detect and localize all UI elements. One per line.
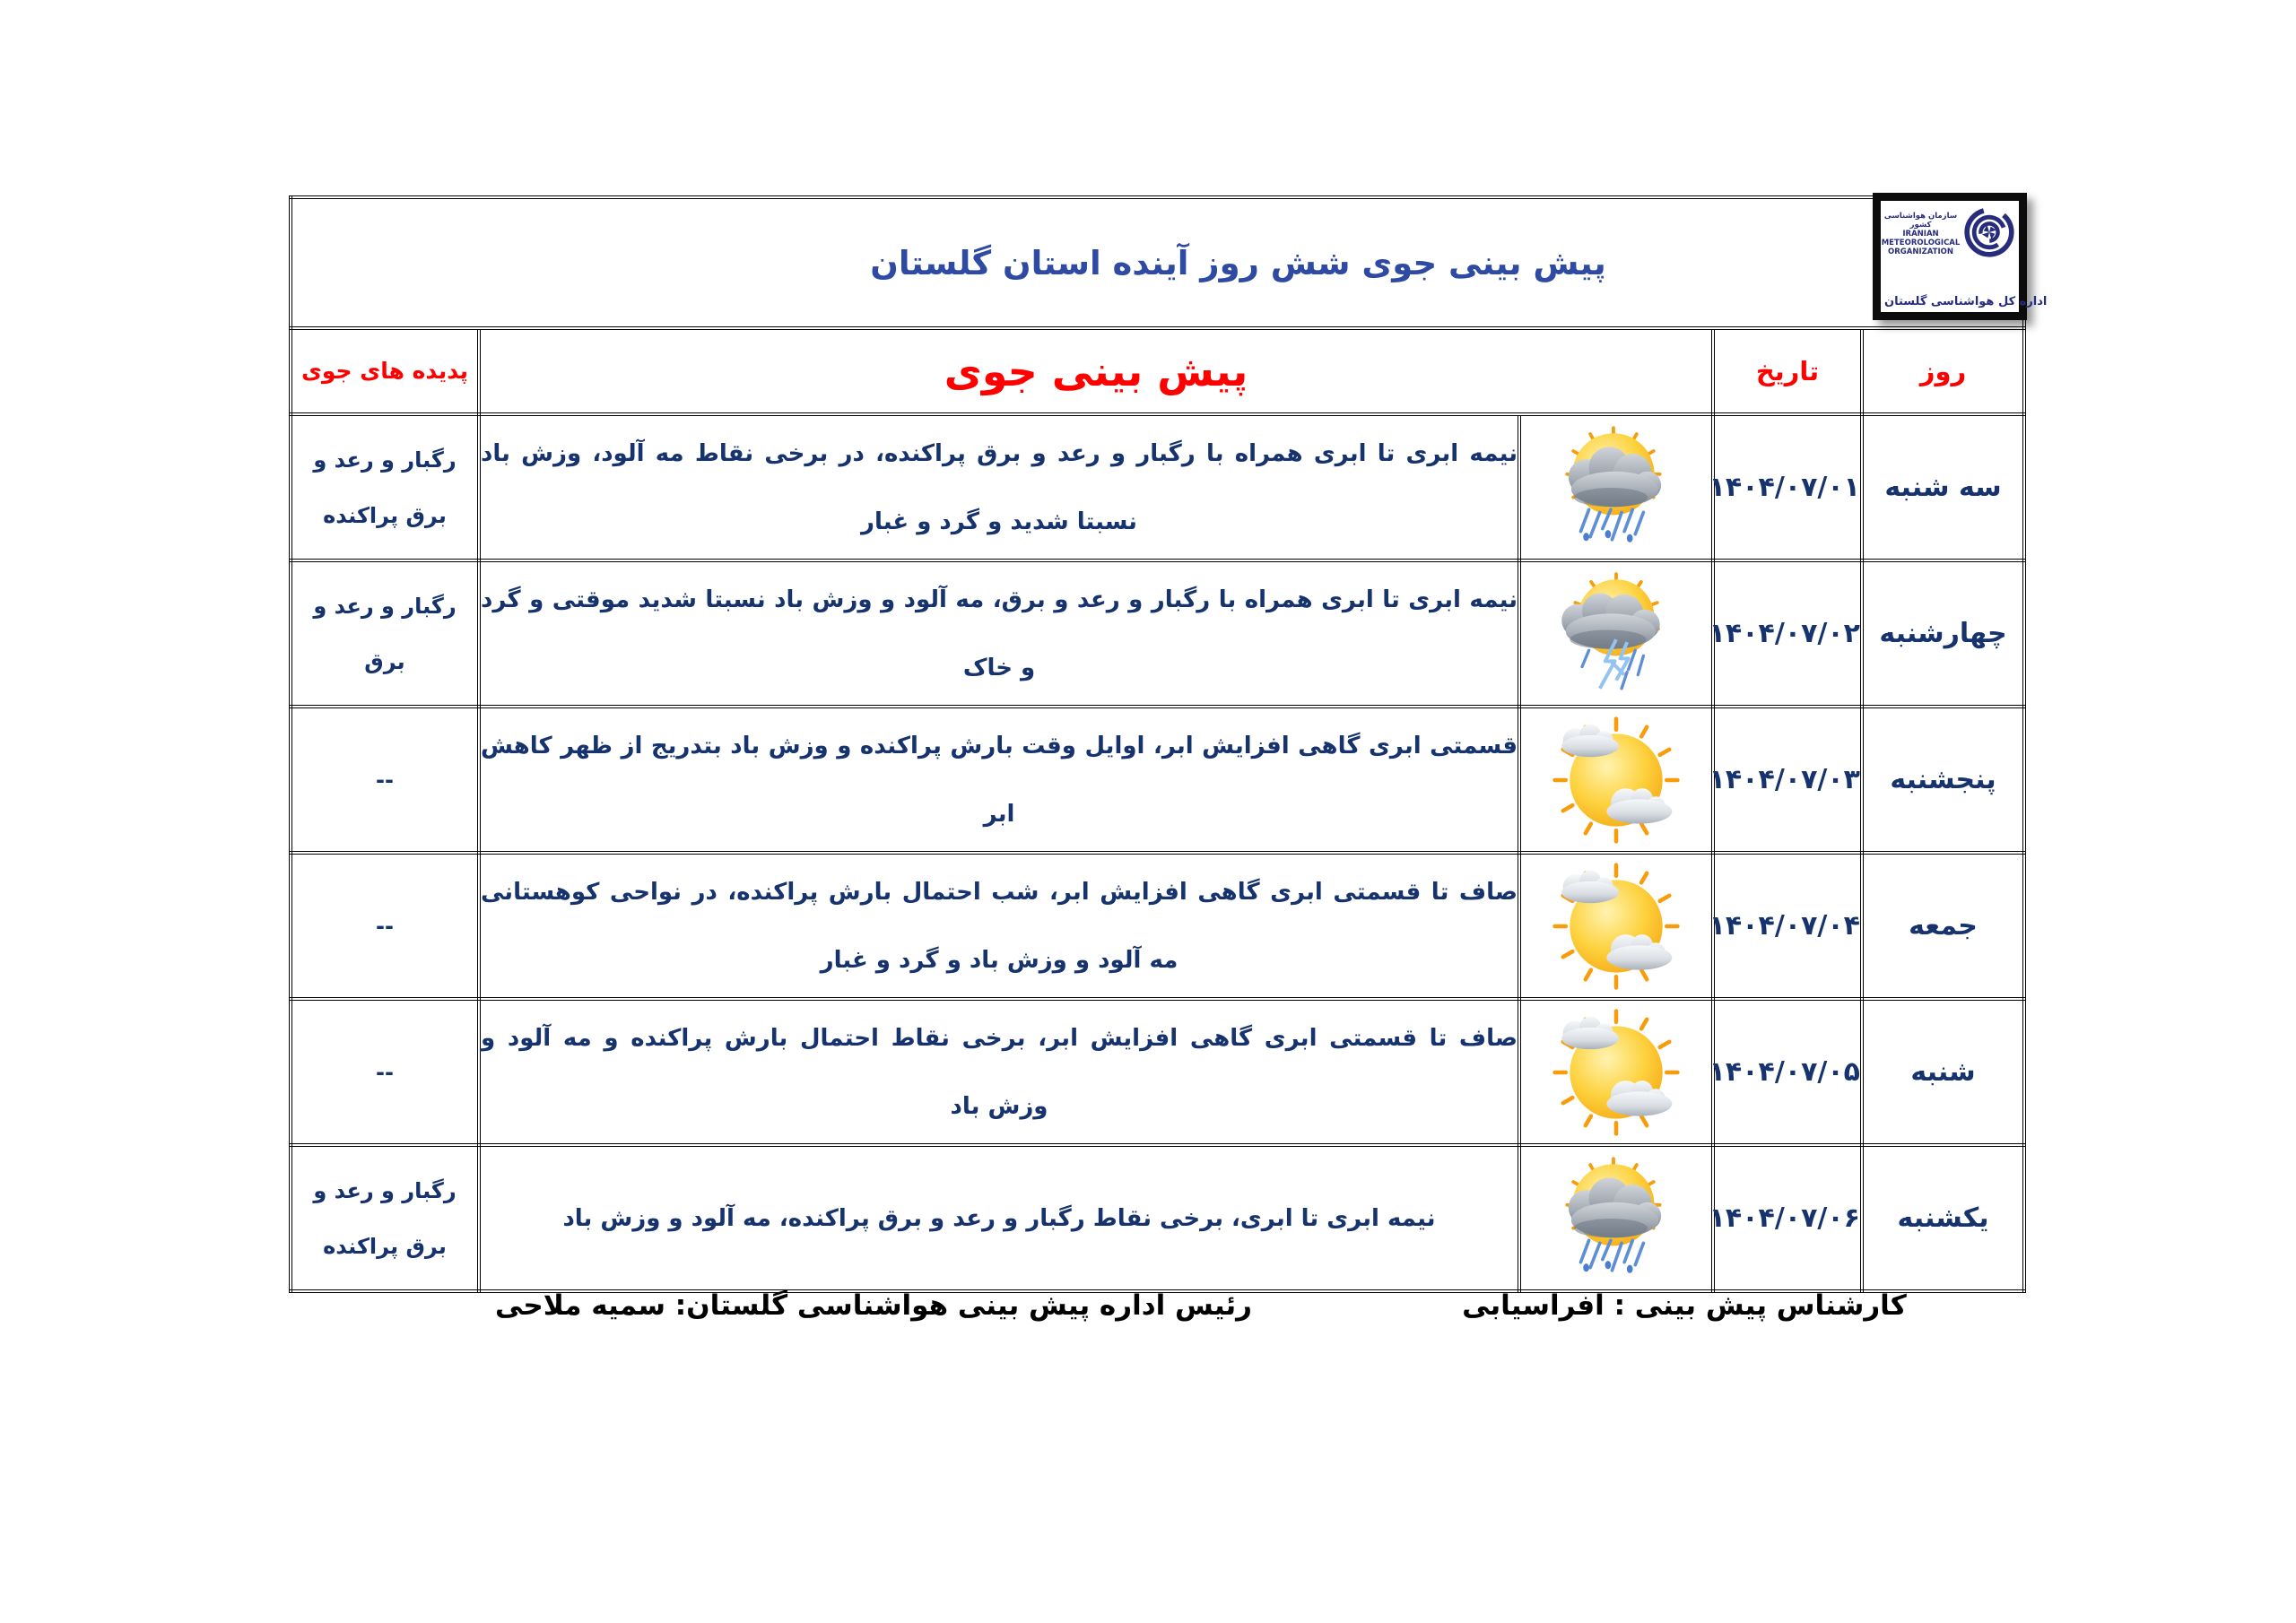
logo-text-en2: METEOROLOGICAL	[1881, 239, 1961, 247]
forecast-cell	[479, 707, 1519, 853]
day-cell	[1862, 560, 2024, 707]
phenomena-cell	[291, 1145, 479, 1291]
weather-icon-cell	[1519, 414, 1713, 560]
day-label: یکشنبه	[1897, 1202, 1989, 1234]
phenomena-text: رگبار و رعد و برق پراکنده	[313, 1177, 457, 1259]
day-label: جمعه	[1909, 910, 1978, 942]
day-cell	[1862, 1145, 2024, 1291]
signatures	[289, 1289, 2022, 1332]
header-forecast: پیش بینی جوی	[479, 328, 1713, 414]
weather-icon-cell	[1519, 1145, 1713, 1291]
day-cell	[1862, 707, 2024, 853]
day-label: چهارشنبه	[1879, 618, 2007, 649]
forecast-text: صاف تا قسمتی ابری گاهی افزایش ابر، برخی نقاط احتمال بارش پراکنده و مه آلود و وزش باد	[481, 1024, 1518, 1120]
forecast-text: نیمه ابری تا ابری، برخی نقاط رگبار و رعد و برق پراکنده، مه آلود و وزش باد	[562, 1204, 1436, 1232]
weather-icon-cell	[1519, 707, 1713, 853]
date-cell	[1709, 707, 1862, 853]
forecast-text: صاف تا قسمتی ابری گاهی افزایش ابر، شب احتمال بارش پراکنده، در نواحی کوهستانی مه آلود و وزش باد و گرد و غبار	[481, 878, 1518, 974]
date-cell	[1709, 999, 1862, 1145]
date-cell	[1709, 560, 1862, 707]
thunderstorm-icon	[1548, 566, 1684, 702]
forecast-row	[291, 414, 2024, 560]
phenomena-cell	[291, 999, 479, 1145]
forecast-cell	[479, 999, 1519, 1145]
weather-icon-cell	[1519, 999, 1713, 1145]
page-title: پیش بینی جوی شش روز آینده استان گلستان	[870, 243, 1606, 282]
header-date: تاریخ	[1713, 328, 1862, 414]
phenomena-cell	[291, 853, 479, 999]
title-row	[291, 197, 2024, 328]
date-label: ۱۴۰۴/۰۷/۰۳	[1709, 764, 1860, 795]
forecast-text: نیمه ابری تا ابری همراه با رگبار و رعد و برق، مه آلود و وزش باد نسبتا شدید موقتی و گرد و خاک	[481, 586, 1518, 681]
forecast-text: نیمه ابری تا ابری همراه با رگبار و رعد و برق پراکنده، در برخی نقاط مه آلود، وزش باد نسبتا شدید و گرد و غبار	[481, 439, 1518, 535]
phenomena-text: --	[376, 1059, 394, 1085]
date-cell	[1709, 1145, 1862, 1291]
date-label: ۱۴۰۴/۰۷/۰۶	[1709, 1202, 1860, 1234]
day-cell	[1862, 853, 2024, 999]
date-label: ۱۴۰۴/۰۷/۰۴	[1709, 910, 1860, 942]
met-org-logo	[1873, 193, 2048, 320]
forecast-cell	[479, 560, 1519, 707]
title-cell	[291, 197, 2048, 328]
forecast-row	[291, 853, 2024, 999]
date-cell	[1709, 853, 1862, 999]
date-cell	[1709, 414, 1862, 560]
forecaster-signature: کارشناس پیش بینی : افراسیابی	[1462, 1289, 1907, 1322]
partly-cloudy-icon	[1548, 858, 1684, 994]
partly-cloudy-icon	[1548, 1004, 1684, 1141]
logo-text-en3: ORGANIZATION	[1888, 247, 1953, 256]
forecast-row	[291, 560, 2024, 707]
phenomena-text: --	[376, 913, 394, 939]
weather-icon-cell	[1519, 853, 1713, 999]
forecast-row	[291, 999, 2024, 1145]
phenomena-text: رگبار و رعد و برق پراکنده	[313, 447, 457, 528]
header-row	[291, 328, 2024, 414]
phenomena-cell	[291, 560, 479, 707]
phenomena-text: --	[376, 767, 394, 793]
date-label: ۱۴۰۴/۰۷/۰۲	[1709, 618, 1860, 649]
date-label: ۱۴۰۴/۰۷/۰۱	[1709, 472, 1860, 503]
rain-shower-icon	[1548, 420, 1684, 556]
weather-icon-cell	[1519, 560, 1713, 707]
forecast-cell	[479, 853, 1519, 999]
header-day: روز	[1862, 328, 2024, 414]
rain-shower-icon	[1548, 1150, 1684, 1287]
day-label: شنبه	[1910, 1056, 1976, 1088]
logo-text-en1: IRANIAN	[1902, 230, 1939, 239]
forecast-cell	[479, 1145, 1519, 1291]
phenomena-cell	[291, 707, 479, 853]
partly-cloudy-icon	[1548, 712, 1684, 848]
day-cell	[1862, 999, 2024, 1145]
day-cell	[1862, 414, 2024, 560]
phenomena-text: رگبار و رعد و برق	[313, 593, 457, 674]
logo-caption: اداره کل هواشناسی گلستان	[1884, 295, 2048, 308]
phenomena-cell	[291, 414, 479, 560]
forecast-table	[289, 195, 2048, 1293]
forecast-row	[291, 707, 2024, 853]
day-label: پنجشنبه	[1890, 764, 1996, 795]
header-phenomena: پدیده های جوی	[291, 328, 479, 414]
forecast-text: قسمتی ابری گاهی افزایش ابر، اوایل وقت بارش پراکنده و وزش باد بتدریج از ظهر کاهش ابر	[481, 732, 1518, 828]
logo-text	[1882, 212, 1961, 256]
logo-text-fa: سازمان هواشناسی کشور	[1883, 212, 1958, 230]
forecast-row	[291, 1145, 2024, 1291]
head-signature: رئیس اداره پیش بینی هواشناسی گلستان: سمیه ملاحی	[495, 1289, 1252, 1322]
day-label: سه شنبه	[1884, 472, 2002, 503]
spiral-logo-icon	[1961, 204, 2018, 261]
date-label: ۱۴۰۴/۰۷/۰۵	[1709, 1056, 1860, 1088]
forecast-cell	[479, 414, 1519, 560]
